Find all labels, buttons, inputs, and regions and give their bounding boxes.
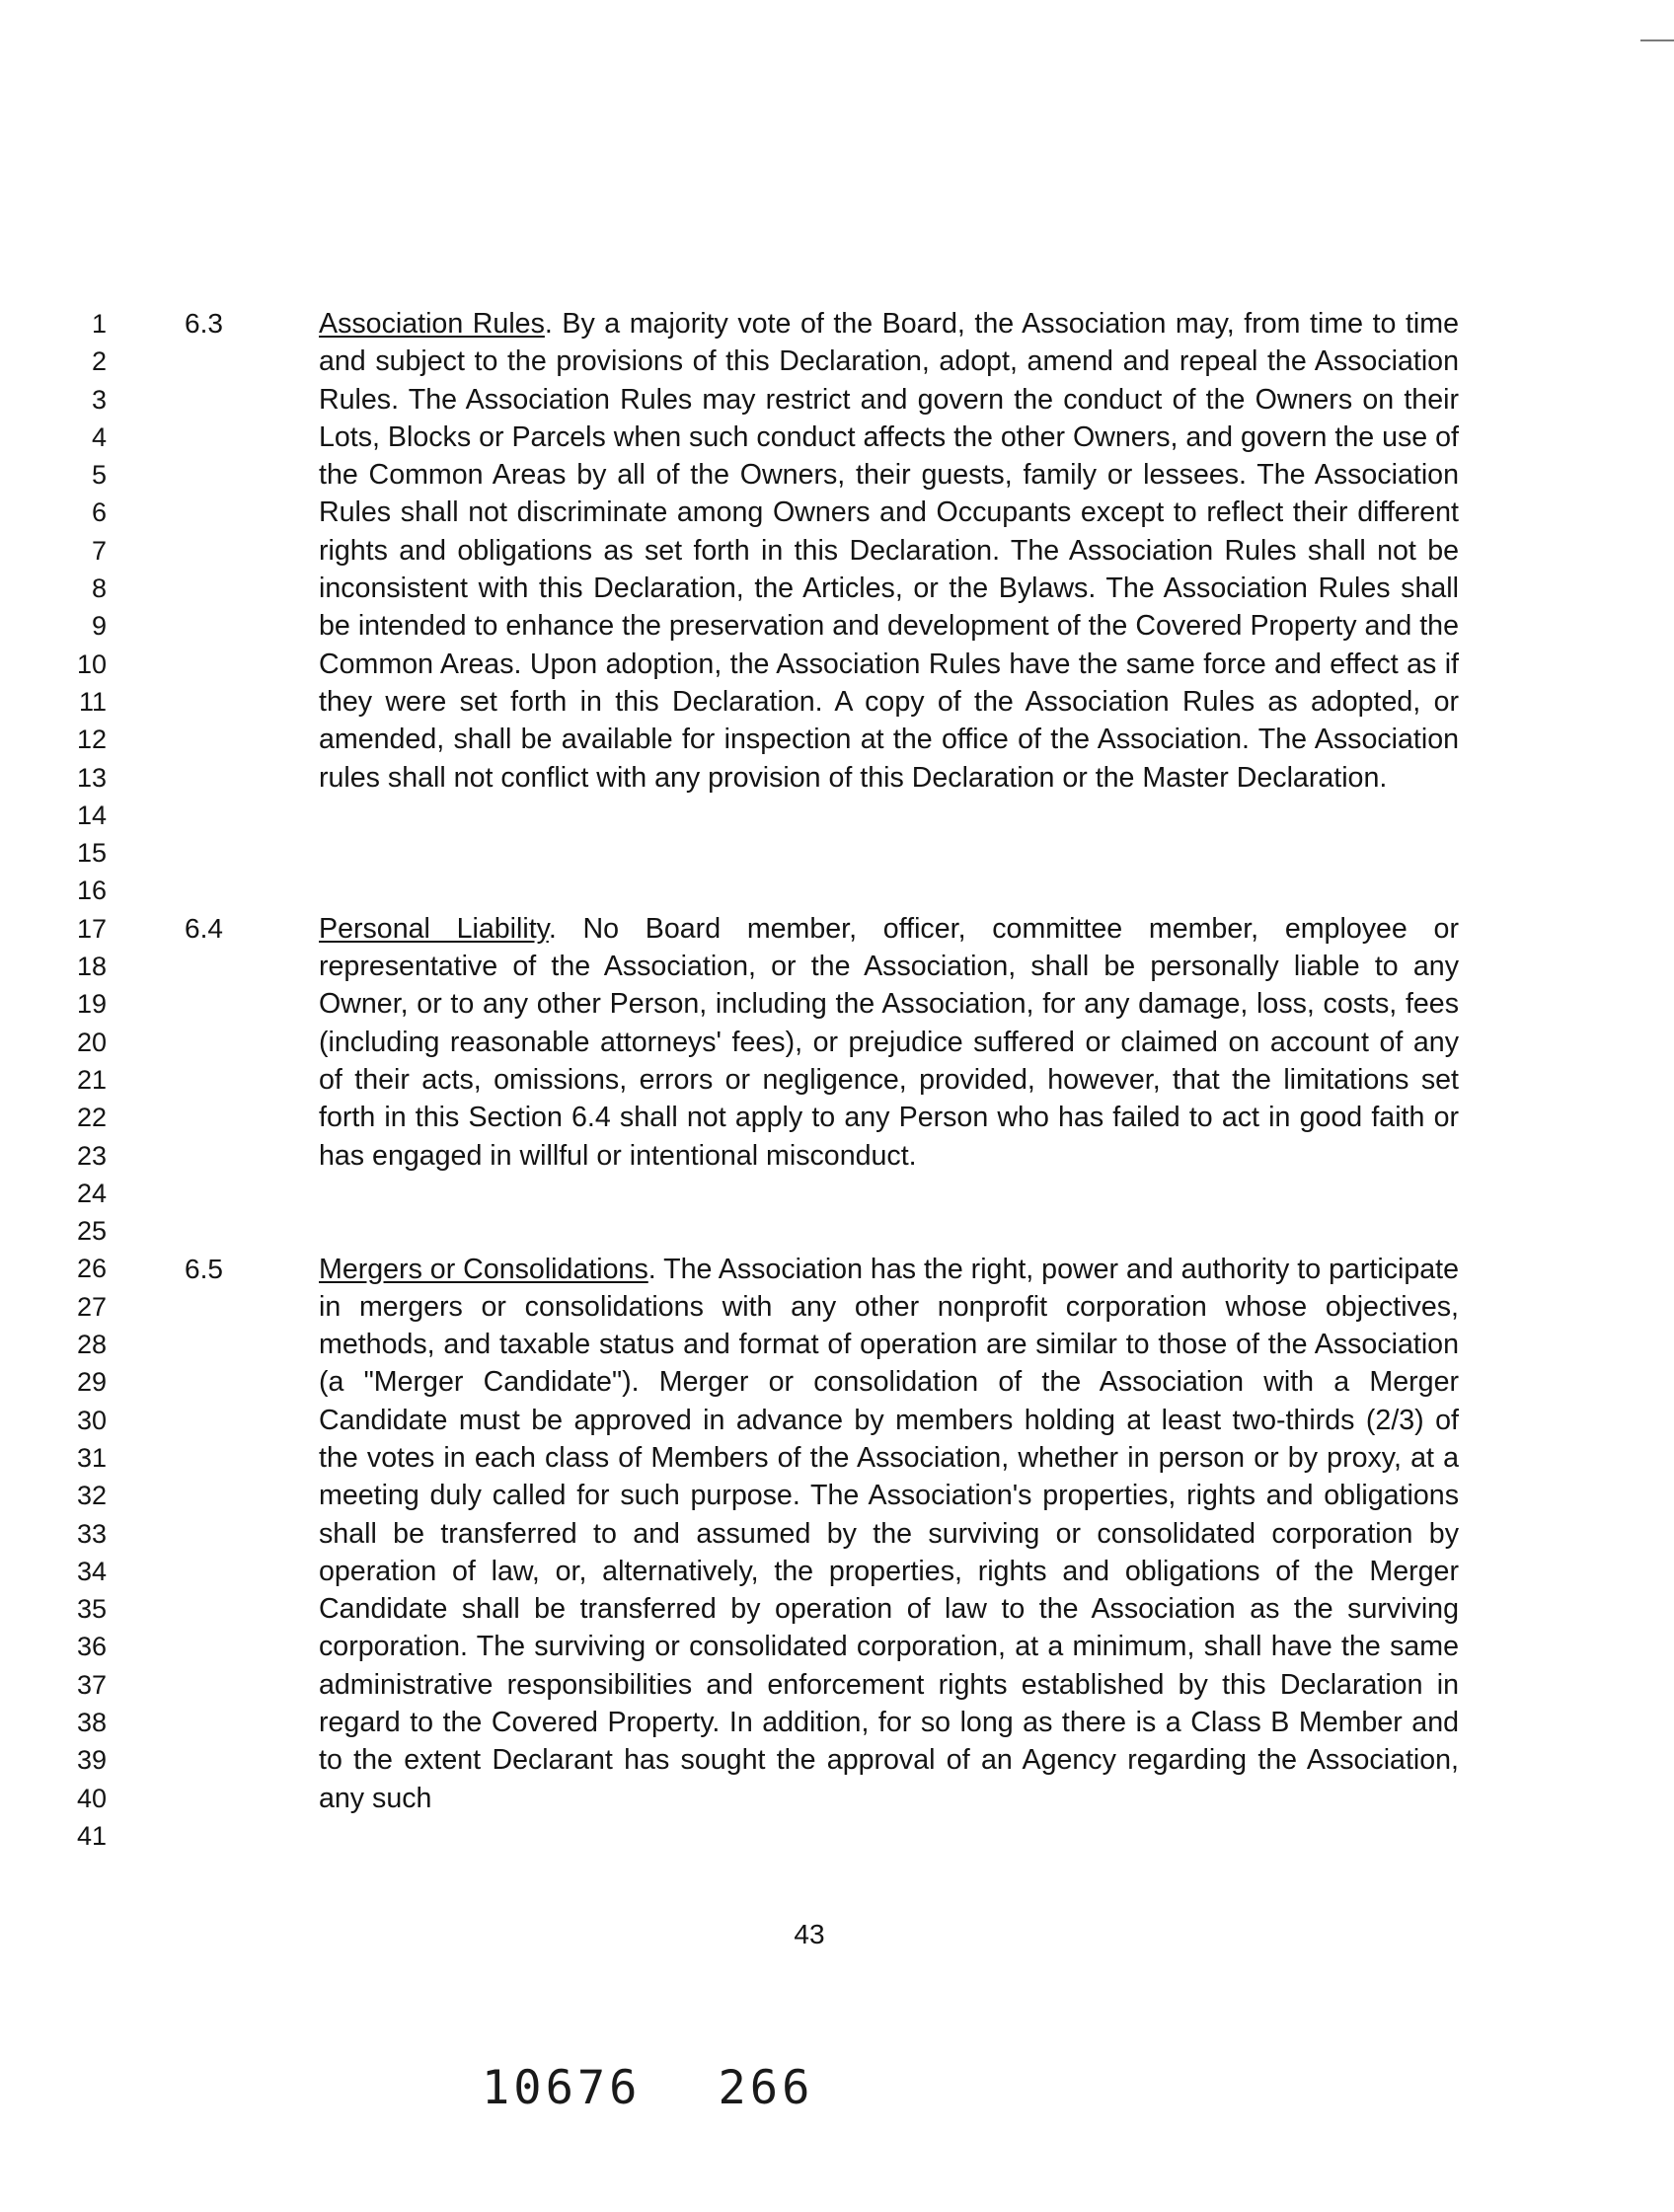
section-6-5-text: The Association has the right, power and authority to participate in mergers or consolidations with any other nonprofit corporation whose objectives, methods, and taxable status and format of operation are similar to those of the Association (a "Merger Candidate"). Merger or consolidation of the Association with a Merger Candidate must be approved in advance by members holding at least two-thirds (2/3) of the votes in each class of Members of the Association, whether in person or by proxy, at a meeting duly called for such purpose. The Association's properties, rights and obligations shall be transferred to and assumed by the surviving or consolidated corporation by operation of law, or, alternatively, the properties, rights and obligations of the Merger Candidate shall be transferred by operation of law to the Association as the surviving corporation. The surviving or consolidated corporation, at a minimum, shall have the same administrative responsibilities and enforcement rights established by this Declaration in regard to the Covered Property. In addition, for so long as there is a Class B Member and to the extent Declarant has sought the approval of an Agency regarding the Association, any such — [319, 1253, 1459, 1814]
line-number: 40 — [76, 1783, 107, 1813]
recording-stamp — [482, 2061, 813, 2115]
line-number: 6 — [91, 497, 107, 528]
section-6-4-title-suffix: . — [548, 912, 557, 945]
section-6-4-title: Personal Liability — [319, 912, 549, 945]
line-number: 7 — [91, 535, 107, 566]
line-number: 13 — [76, 762, 107, 793]
recording-book-number: 10676 — [482, 2061, 642, 2115]
section-number-6-5: 6.5 — [185, 1253, 223, 1284]
line-number: 32 — [76, 1481, 107, 1511]
line-number: 17 — [76, 913, 107, 944]
line-number: 20 — [76, 1027, 107, 1057]
line-number: 12 — [76, 725, 107, 755]
line-number: 22 — [76, 1103, 107, 1133]
line-number: 39 — [76, 1745, 107, 1776]
line-number: 41 — [76, 1820, 107, 1851]
section-6-3-title: Association Rules — [319, 308, 545, 340]
line-number: 16 — [76, 876, 107, 906]
line-number-column — [61, 305, 107, 1855]
section-6-4-body — [319, 910, 1459, 1175]
line-number: 18 — [76, 952, 107, 982]
line-number: 5 — [91, 460, 107, 491]
line-number: 24 — [76, 1178, 107, 1208]
line-number: 33 — [76, 1518, 107, 1549]
line-number: 34 — [76, 1556, 107, 1586]
recording-page-number: 266 — [718, 2061, 814, 2115]
line-number: 2 — [91, 346, 107, 377]
line-number: 37 — [76, 1669, 107, 1700]
line-number: 26 — [76, 1254, 107, 1284]
line-number: 4 — [91, 421, 107, 452]
line-number: 19 — [76, 989, 107, 1020]
line-number: 3 — [91, 384, 107, 415]
line-number: 9 — [91, 611, 107, 642]
section-6-5-body — [319, 1251, 1459, 1817]
section-6-3-text: By a majority vote of the Board, the Association may, from time to time and subject to the provisions of this Declaration, adopt, amend and repeal the Association Rules. The Association Rules may restrict and govern the conduct of the Owners on their Lots, Blocks or Parcels when such conduct affects the other Owners, and govern the use of the Common Areas by all of the Owners, their guests, family or lessees. The Association Rules shall not discriminate among Owners and Occupants except to reflect their different rights and obligations as set forth in this Declaration. The Association Rules shall not be inconsistent with this Declaration, the Articles, or the Bylaws. The Association Rules shall be intended to enhance the preservation and development of the Covered Property and the Common Areas. Upon adoption, the Association Rules have the same force and effect as if they were set forth in this Declaration. A copy of the Association Rules as adopted, or amended, shall be available for inspection at the office of the Association. The Association rules shall not conflict with any provision of this Declaration or the Master Declaration. — [319, 308, 1459, 794]
section-number-6-4: 6.4 — [185, 912, 223, 944]
line-number: 15 — [76, 838, 107, 869]
page-number: 43 — [794, 1919, 825, 1949]
section-number-6-3: 6.3 — [185, 308, 223, 339]
line-number: 31 — [76, 1442, 107, 1473]
line-number: 10 — [76, 648, 107, 679]
line-number: 21 — [76, 1064, 107, 1095]
line-number: 35 — [76, 1594, 107, 1625]
line-number: 28 — [76, 1330, 107, 1360]
line-number: 29 — [76, 1367, 107, 1398]
line-number: 38 — [76, 1707, 107, 1737]
line-number: 11 — [78, 686, 107, 717]
section-6-3-body — [319, 305, 1459, 797]
section-6-5-title-suffix: . — [647, 1253, 656, 1285]
section-6-3-title-suffix: . — [544, 308, 553, 340]
line-number: 30 — [76, 1405, 107, 1435]
line-number: 8 — [91, 573, 107, 604]
scan-edge-mark — [1640, 39, 1674, 41]
line-number: 1 — [91, 309, 107, 339]
line-number: 25 — [76, 1216, 107, 1247]
line-number: 36 — [76, 1632, 107, 1662]
line-number: 14 — [76, 800, 107, 830]
line-number: 23 — [76, 1140, 107, 1171]
line-number: 27 — [76, 1291, 107, 1322]
section-6-5-title: Mergers or Consolidations — [319, 1253, 648, 1285]
section-6-4-text: No Board member, officer, committee member, employee or representative of the Association, or the Association, shall be personally liable to any Owner, or to any other Person, including the Association, for any damage, loss, costs, fees (including reasonable attorneys' fees), or prejudice suffered or claimed on account of any of their acts, omissions, errors or negligence, provided, however, that the limitations set forth in this Section 6.4 shall not apply to any Person who has failed to act in good faith or has engaged in willful or intentional misconduct. — [319, 912, 1459, 1172]
